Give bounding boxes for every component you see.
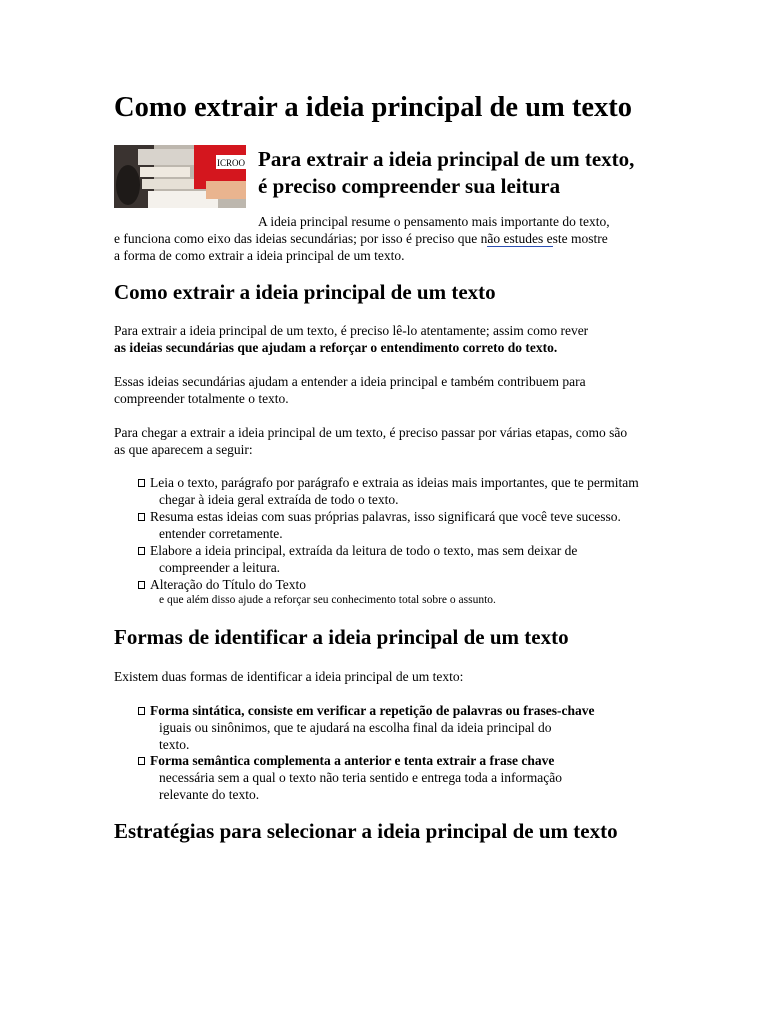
- list-item-continuation: iguais ou sinônimos, que te ajudará na escolha final da ideia principal do: [159, 720, 552, 735]
- paragraph-line: Essas ideias secundárias ajudam a entender a ideia principal e também contribuem para: [114, 374, 586, 389]
- bullet-box-icon: [138, 513, 145, 521]
- bullet-box-icon: [138, 581, 145, 589]
- list-item-continuation: e que além disso ajude a reforçar seu conhecimento total sobre o assunto.: [159, 594, 496, 606]
- list-item-continuation: chegar à ideia geral extraída de todo o texto.: [159, 492, 399, 507]
- paragraph-line: Para extrair a ideia principal de um texto, é preciso lê-lo atentamente; assim como rever: [114, 323, 589, 338]
- paragraph-line-bold: as ideias secundárias que ajudam a reforçar o entendimento correto do texto.: [114, 340, 558, 355]
- article-subtitle: Para extrair a ideia principal de um texto, é preciso compreender sua leitura: [258, 147, 635, 198]
- list-item: Forma sintática, consiste em verificar a repetição de palavras ou frases-chave: [138, 702, 595, 719]
- list-item: Elabore a ideia principal, extraída da leitura de todo o texto, mas sem deixar de: [138, 542, 577, 559]
- list-item-continuation: texto.: [159, 737, 190, 752]
- section-heading-identify: Formas de identificar a ideia principal de um texto: [114, 625, 569, 649]
- list-item-continuation: necessária sem a qual o texto não teria sentido e entrega toda a informação: [159, 770, 562, 785]
- list-item-continuation: entender corretamente.: [159, 526, 283, 541]
- list-item: Leia o texto, parágrafo por parágrafo e extraia as ideias mais importantes, que te permitam: [138, 474, 639, 491]
- intro-line-2: e funciona como eixo das ideias secundárias; por isso é preciso que não estudes este mostre: [114, 231, 608, 246]
- inline-link[interactable]: ão estudes e: [487, 231, 553, 246]
- intro-line-1: A ideia principal resume o pensamento mais importante do texto,: [258, 214, 610, 229]
- list-item-continuation: compreender a leitura.: [159, 560, 281, 575]
- paragraph-line: Para chegar a extrair a ideia principal de um texto, é preciso passar por várias etapas, como são: [114, 425, 628, 440]
- thumbnail-caption: ICROO: [217, 158, 246, 168]
- page-title: Como extrair a ideia principal de um texto: [114, 92, 632, 123]
- list-item: Forma semântica complementa a anterior e tenta extrair a frase chave: [138, 752, 554, 769]
- paragraph-line: compreender totalmente o texto.: [114, 391, 289, 406]
- section-heading-strategies: Estratégias para selecionar a ideia principal de um texto: [114, 819, 618, 843]
- thumbnail-photo: [114, 145, 246, 208]
- section-heading-extract: Como extrair a ideia principal de um texto: [114, 280, 496, 304]
- list-item: Resuma estas ideias com suas próprias palavras, isso significará que você teve sucesso.: [138, 508, 621, 525]
- bullet-box-icon: [138, 707, 145, 715]
- bullet-box-icon: [138, 547, 145, 555]
- paragraph-line: Existem duas formas de identificar a ideia principal de um texto:: [114, 669, 464, 684]
- list-item: Alteração do Título do Texto: [138, 576, 306, 593]
- paragraph-line: as que aparecem a seguir:: [114, 442, 253, 457]
- article-thumbnail-image: [114, 145, 246, 208]
- bullet-box-icon: [138, 757, 145, 765]
- list-item-continuation: relevante do texto.: [159, 787, 260, 802]
- intro-line-3: a forma de como extrair a ideia principal de um texto.: [114, 248, 405, 263]
- bullet-box-icon: [138, 479, 145, 487]
